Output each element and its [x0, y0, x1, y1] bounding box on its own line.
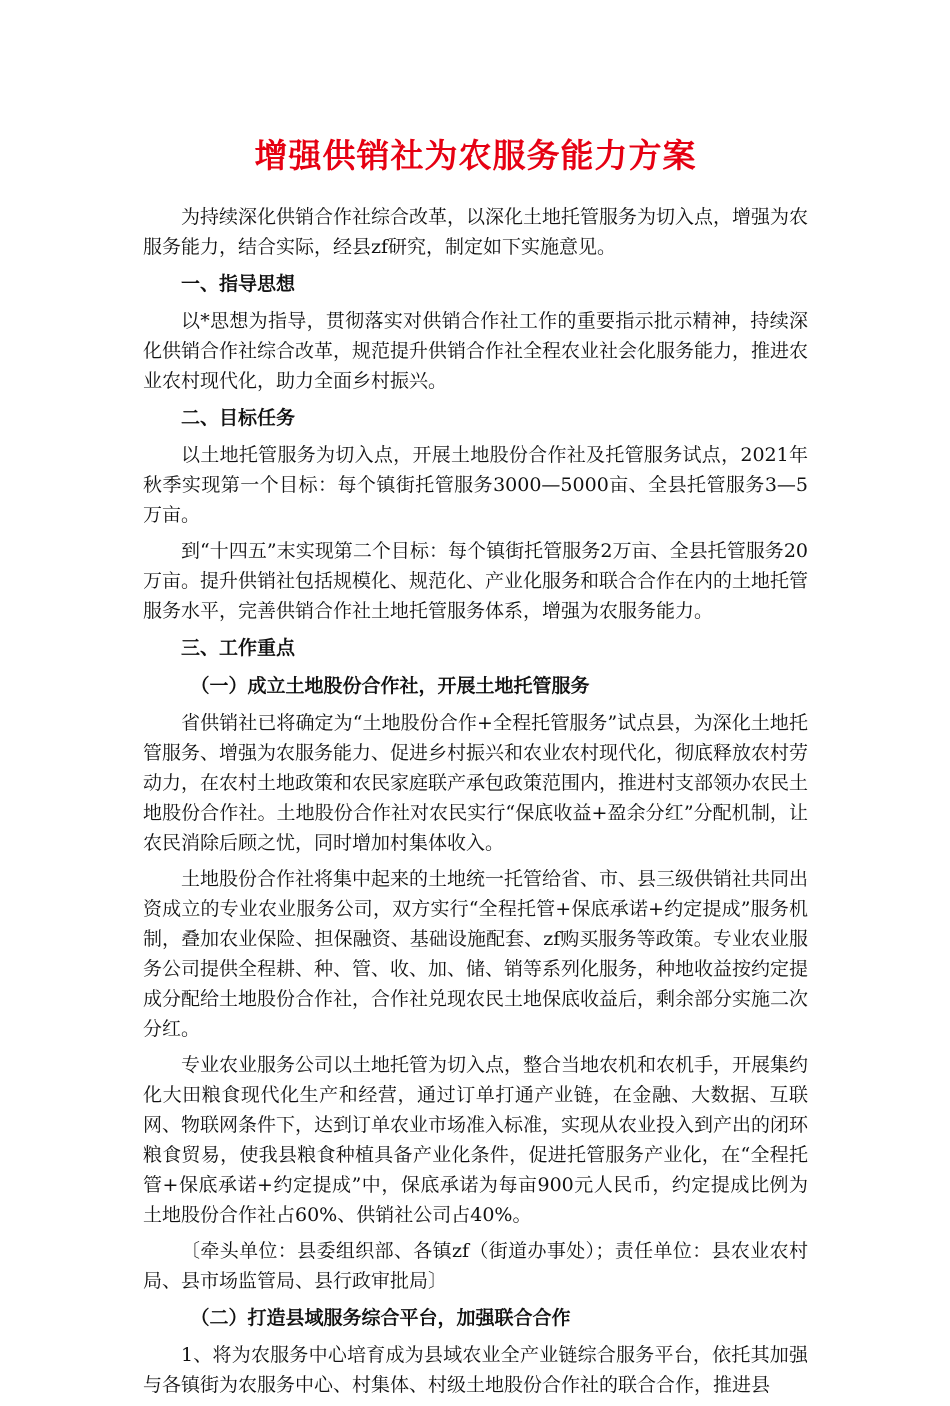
subsection1-paragraph-1: 省供销社已将确定为“土地股份合作+全程托管服务”试点县，为深化土地托管服务、增强为农服务能力、促进乡村振兴和农业农村现代化，彻底释放农村劳动力，在农村土地政策和农民家庭联产承包政策范围内，推进村支部领办农民土地股份合作社。土地股份合作社对农民实行“保底收益+盈余分红”分配机制，让农民消除后顾之忧，同时增加村集体收入。: [143, 712, 809, 854]
guiding-ideology-paragraph: 以*思想为指导，贯彻落实对供销合作社工作的重要指示批示精神，持续深化供销合作社综合改革，规范提升供销合作社全程农业社会化服务能力，推进农业农村现代化，助力全面乡村振兴。: [143, 310, 809, 392]
intro-paragraph: 为持续深化供销合作社综合改革，以深化土地托管服务为切入点，增强为农服务能力，结合实际，经县zf研究，制定如下实施意见。: [143, 206, 809, 258]
document-title: 增强供销社为农服务能力方案: [254, 136, 697, 175]
subsection1-paragraph-2: 土地股份合作社将集中起来的土地统一托管给省、市、县三级供销社共同出资成立的专业农业服务公司，双方实行“全程托管+保底承诺+约定提成”服务机制，叠加农业保险、担保融资、基础设施配套、zf购买服务等政策。专业农业服务公司提供全程耕、种、管、收、加、储、销等系列化服务，种地收益按约定提成分配给土地股份合作社，合作社兑现农民土地保底收益后，剩余部分实施二次分红。: [143, 868, 809, 1040]
subsection1-responsibility: 〔牵头单位：县委组织部、各镇zf（街道办事处）；责任单位：县农业农村局、县市场监管局、县行政审批局〕: [143, 1240, 808, 1292]
section-heading-guiding-ideology: 一、指导思想: [181, 273, 296, 295]
subsection1-paragraph-3: 专业农业服务公司以土地托管为切入点，整合当地农机和农机手，开展集约化大田粮食现代化生产和经营，通过订单打通产业链，在金融、大数据、互联网、物联网条件下，达到订单农业市场准入标准，实现从农业投入到产出的闭环粮食贸易，使我县粮食种植具备产业化条件，促进托管服务产业化，在“全程托管+保底承诺+约定提成”中，保底承诺为每亩900元人民币，约定提成比例为土地股份合作社占60%、供销社公司占40%。: [143, 1054, 809, 1226]
goals-paragraph-1: 以土地托管服务为切入点，开展土地股份合作社及托管服务试点，2021年秋季实现第一个目标：每个镇街托管服务3000—5000亩、全县托管服务3—5万亩。: [143, 444, 808, 526]
section-heading-goals: 二、目标任务: [181, 407, 296, 429]
subsection-heading-2: （二）打造县域服务综合平台，加强联合合作: [190, 1307, 571, 1329]
subsection2-paragraph-1: 1、将为农服务中心培育成为县域农业全产业链综合服务平台，依托其加强与各镇街为农服务中心、村集体、村级土地股份合作社的联合合作，推进县: [143, 1344, 808, 1396]
document-page: [143, 128, 808, 1406]
section-heading-work-focus: 三、工作重点: [181, 637, 296, 659]
goals-paragraph-2: 到“十四五”末实现第二个目标：每个镇街托管服务2万亩、全县托管服务20万亩。提升供销社包括规模化、规范化、产业化服务和联合合作在内的土地托管服务水平，完善供销合作社土地托管服务体系，增强为农服务能力。: [143, 540, 809, 622]
subsection-heading-1: （一）成立土地股份合作社，开展土地托管服务: [190, 675, 590, 697]
